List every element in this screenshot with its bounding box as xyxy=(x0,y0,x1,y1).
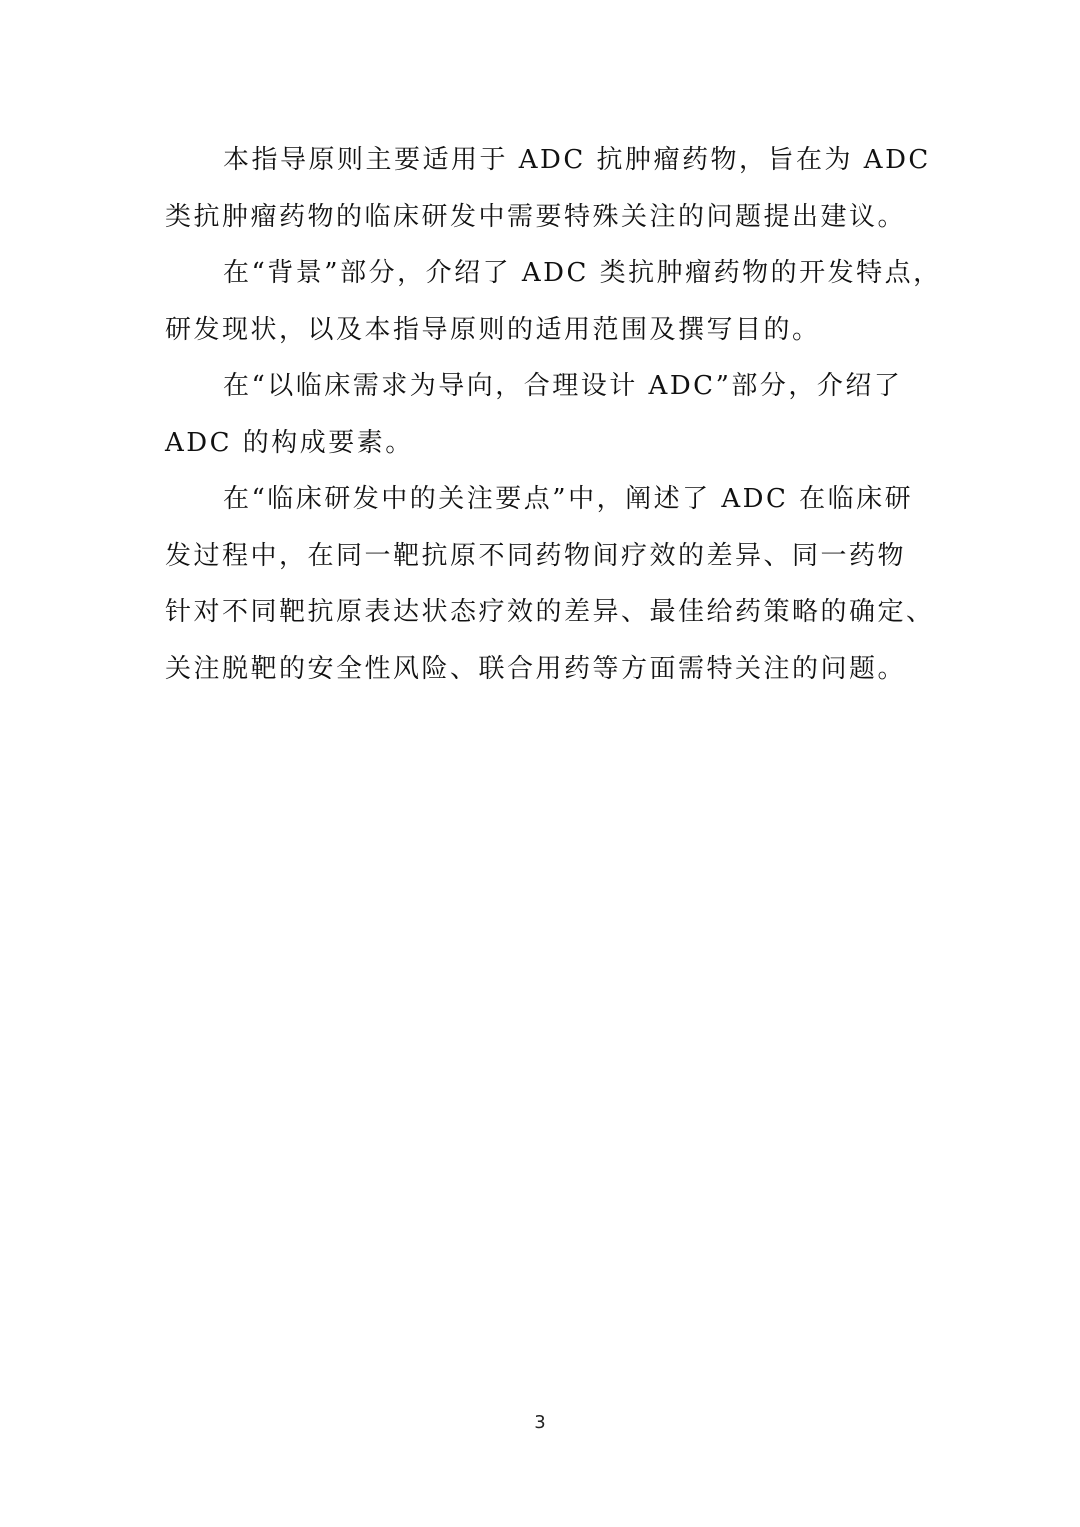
text-line: 在“以临床需求为导向，合理设计 ADC”部分，介绍了 xyxy=(223,371,903,401)
text-line: 研发现状，以及本指导原则的适用范围及撰写目的。 xyxy=(165,314,821,345)
text-line: 发过程中，在同一靶抗原不同药物间疗效的差异、同一药物 xyxy=(165,540,907,571)
body-text xyxy=(165,132,942,697)
text-line: ADC 的构成要素。 xyxy=(165,427,414,458)
paragraph-design xyxy=(165,358,925,471)
paragraph-scope xyxy=(165,132,931,245)
text-line: 在“背景”部分，介绍了 ADC 类抗肿瘤药物的开发特点， xyxy=(223,258,942,288)
text-line: 本指导原则主要适用于 ADC 抗肿瘤药物，旨在为 ADC xyxy=(223,145,931,175)
text-line: 在“临床研发中的关注要点”中，阐述了 ADC 在临床研 xyxy=(223,484,914,514)
page-number: 3 xyxy=(534,1412,546,1433)
text-line: 关注脱靶的安全性风险、联合用药等方面需特关注的问题。 xyxy=(165,653,907,684)
paragraph-background xyxy=(165,245,942,358)
paragraph-key-points xyxy=(165,471,935,697)
text-line: 类抗肿瘤药物的临床研发中需要特殊关注的问题提出建议。 xyxy=(165,201,907,232)
text-line: 针对不同靶抗原表达状态疗效的差异、最佳给药策略的确定、 xyxy=(165,597,935,627)
